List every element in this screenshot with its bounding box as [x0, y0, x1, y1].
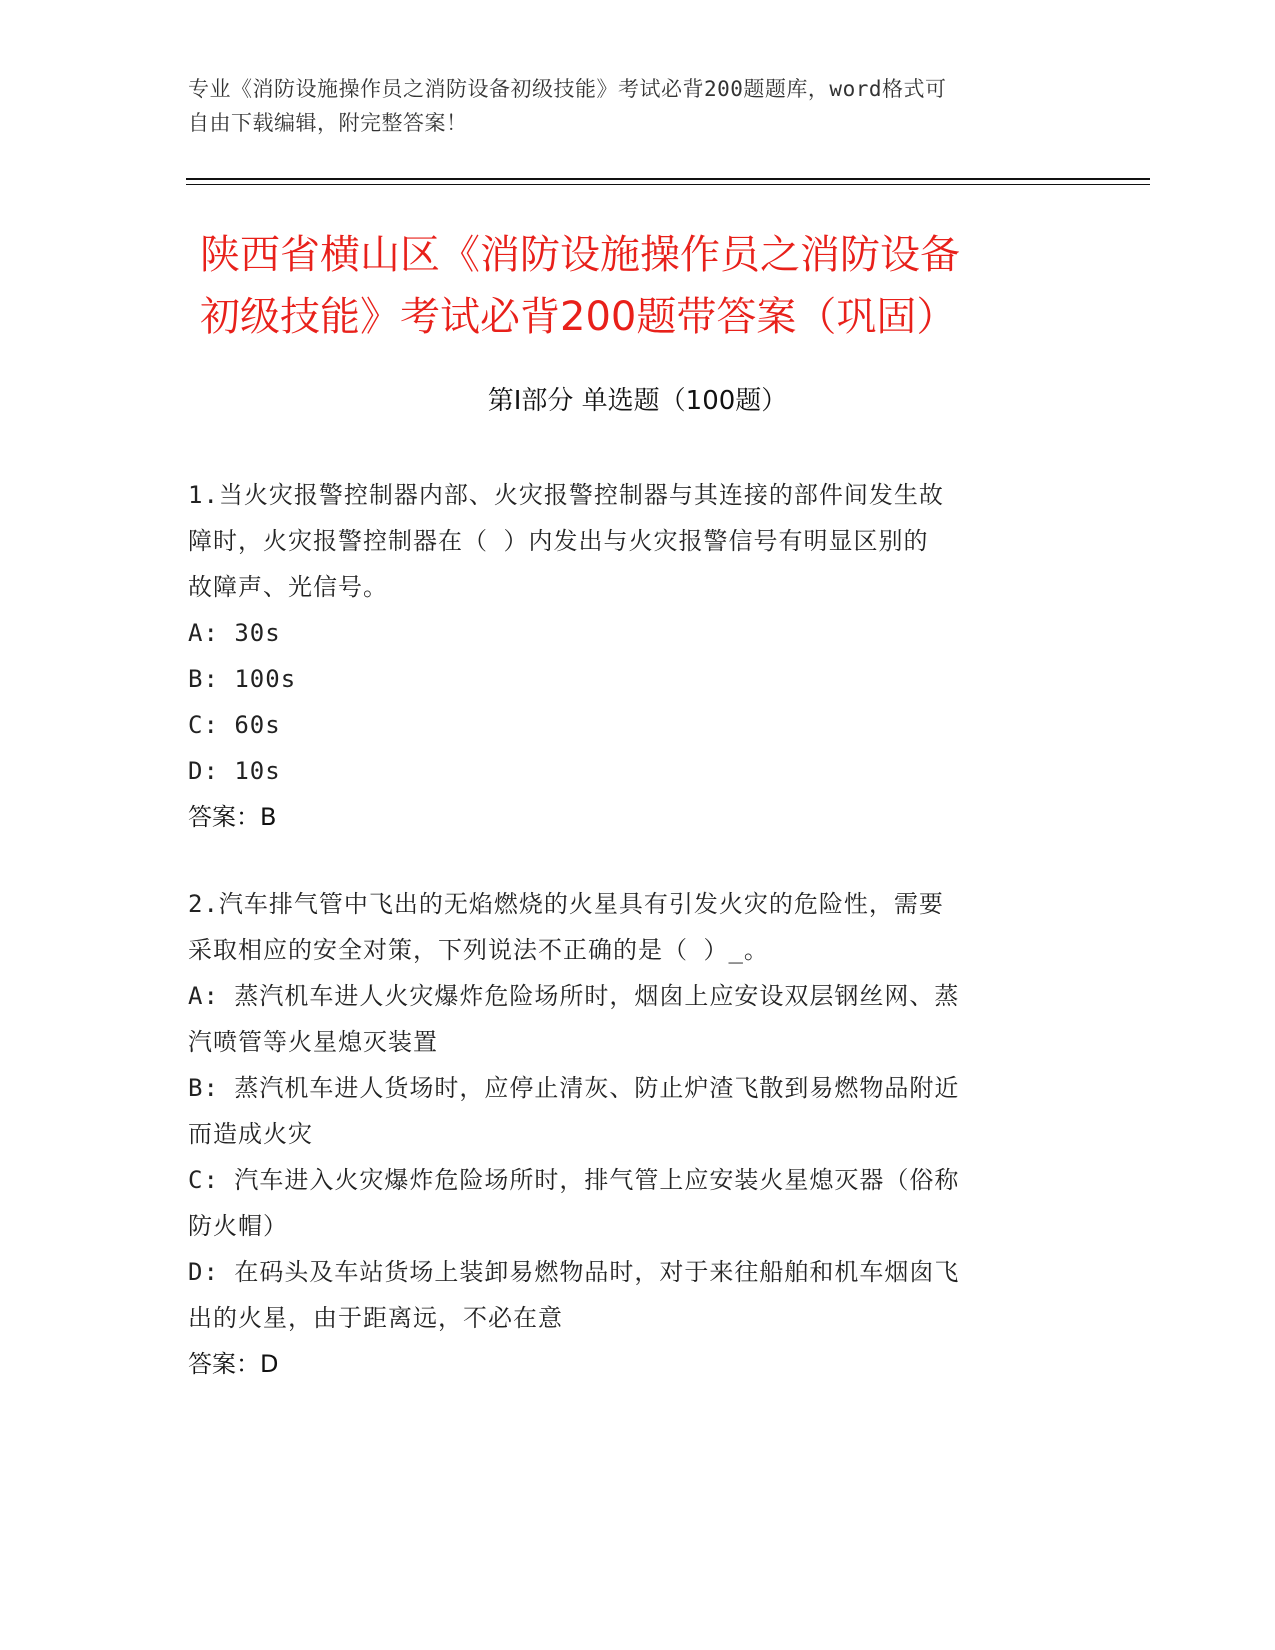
question-stem-line: 障时，火灾报警控制器在（ ）内发出与火灾报警信号有明显区别的 — [188, 527, 929, 555]
header-note — [188, 72, 1068, 140]
option-a-continued: 汽喷管等火星熄灭装置 — [188, 1028, 438, 1056]
option-c: C: 汽车进入火灾爆炸危险场所时，排气管上应安装火星熄灭器（俗称 — [188, 1166, 960, 1194]
option-d: D: 10s — [188, 757, 281, 785]
question-block — [188, 472, 1068, 840]
document-title-line: 初级技能》考试必背200题带答案（巩固） — [200, 294, 957, 340]
answer-label: 答案：B — [188, 803, 277, 831]
option-b: B: 100s — [188, 665, 297, 693]
header-note-line: 自由下载编辑，附完整答案！ — [188, 111, 468, 135]
question-block — [188, 881, 1068, 1387]
document-title-line: 陕西省横山区《消防设施操作员之消防设备 — [200, 232, 960, 278]
header-note-line: 专业《消防设施操作员之消防设备初级技能》考试必背200题题库，word格式可 — [188, 77, 947, 101]
option-d: D: 在码头及车站货场上装卸易燃物品时，对于来往船舶和机车烟囱飞 — [188, 1258, 960, 1286]
option-b: B: 蒸汽机车进人货场时，应停止清灰、防止炉渣飞散到易燃物品附近 — [188, 1074, 960, 1102]
question-stem-line: 故障声、光信号。 — [188, 573, 388, 601]
section-heading: 第I部分 单选题（100题） — [487, 386, 788, 416]
option-a: A: 蒸汽机车进人火灾爆炸危险场所时，烟囱上应安设双层钢丝网、蒸 — [188, 982, 960, 1010]
document-title — [200, 224, 1100, 348]
question-stem-line: 采取相应的安全对策，下列说法不正确的是（ ）_。 — [188, 936, 769, 964]
header-divider-thick — [186, 178, 1150, 180]
option-c-continued: 防火帽） — [188, 1212, 288, 1240]
option-d-continued: 出的火星，由于距离远，不必在意 — [188, 1304, 563, 1332]
question-stem-line: 1.当火灾报警控制器内部、火灾报警控制器与其连接的部件间发生故 — [188, 481, 944, 509]
answer-label: 答案：D — [188, 1350, 279, 1378]
question-stem-line: 2.汽车排气管中飞出的无焰燃烧的火星具有引发火灾的危险性，需要 — [188, 890, 944, 918]
header-divider-thin — [186, 184, 1150, 185]
option-a: A: 30s — [188, 619, 281, 647]
option-c: C: 60s — [188, 711, 281, 739]
option-b-continued: 而造成火灾 — [188, 1120, 313, 1148]
